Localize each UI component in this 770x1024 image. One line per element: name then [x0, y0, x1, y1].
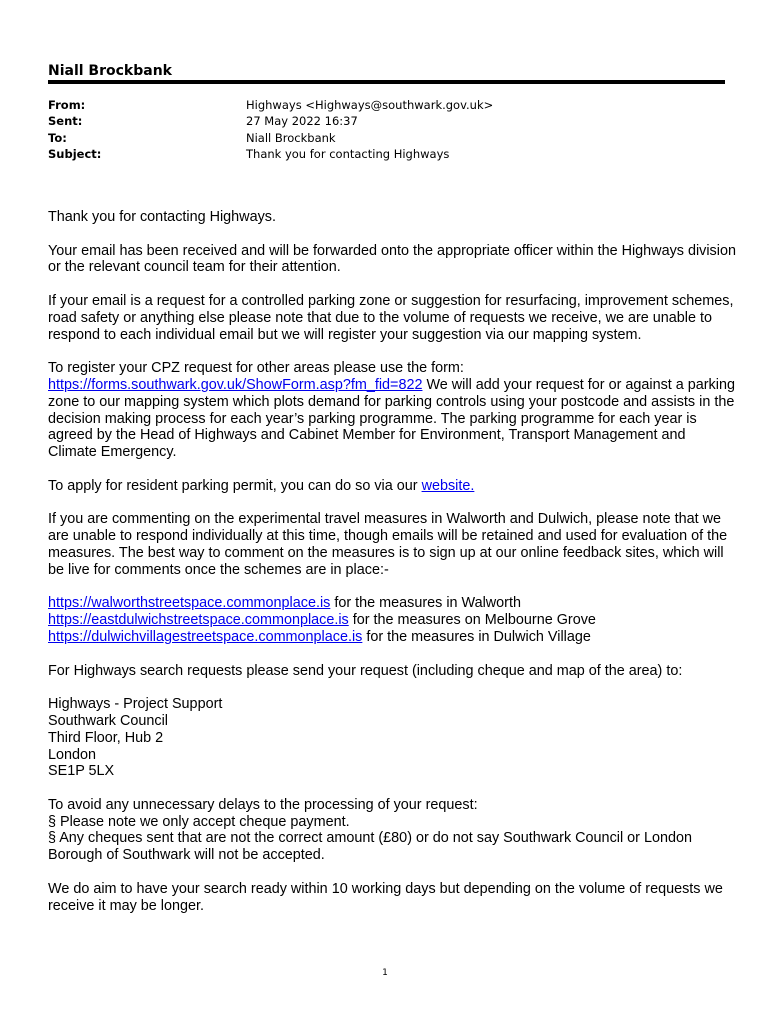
walworth-link[interactable]: https://walworthstreetspace.commonplace.is	[48, 595, 331, 612]
paragraph: Your email has been received and will be forwarded onto the appropriate officer within the Highways division or the relevant council team for their attention.	[48, 242, 736, 276]
text: To register your CPZ request for other areas please use the form:	[48, 360, 464, 377]
text: To apply for resident parking permit, you can do so via our	[48, 477, 422, 494]
header-row-from	[48, 97, 493, 113]
paragraph: If you are commenting on the experimental travel measures in Walworth and Dulwich, please note that we are unable to respond individually at this time, though emails will be retained and used for evaluation of the measures. The best way to comment on the measures is to sign up at our online feedback sites, which will be live for comments once the schemes are in place:-	[48, 511, 728, 578]
text: for the measures in Walworth	[330, 595, 521, 612]
paragraph: For Highways search requests please send your request (including cheque and map of the area) to:	[48, 662, 683, 679]
paragraph: If your email is a request for a controlled parking zone or suggestion for resurfacing, improvement schemes, road safety or anything else please note that due to the volume of requests we receive, we are unable to respond to each individual email but we will register your suggestion via our mapping system.	[48, 292, 734, 343]
paragraph-cpz	[48, 360, 738, 461]
page-number: 1	[382, 968, 388, 978]
feedback-links	[48, 595, 738, 645]
address-line: Highways - Project Support	[48, 696, 223, 713]
paragraph: Thank you for contacting Highways.	[48, 209, 276, 225]
header-row-sent	[48, 113, 493, 129]
text: for the measures on Melbourne Grove	[348, 612, 596, 629]
text: To avoid any unnecessary delays to the processing of your request:	[48, 796, 478, 813]
sender-name: Niall Brockbank	[48, 63, 172, 79]
text: for the measures in Dulwich Village	[362, 628, 591, 645]
paragraph: We do aim to have your search ready within 10 working days but depending on the volume of requests we receive it may be longer.	[48, 880, 723, 914]
paragraph-conditions	[48, 797, 738, 864]
header-row-to	[48, 130, 493, 146]
website-link[interactable]: website.	[421, 477, 475, 494]
header-divider	[48, 80, 725, 84]
dulwich-village-link[interactable]: https://dulwichvillagestreetspace.commonplace.is	[48, 628, 363, 645]
text: We will add your request for or against a parking zone to our mapping system which plots demand for parking controls using your postcode and assists in the decision making process for each year’s parking programme. The parking programme for each year is agreed by the Head of Highways and Cabinet Member for Environment, Transport Management and Climate Emergency.	[48, 376, 735, 461]
email-headers	[48, 97, 493, 162]
address-line: London	[48, 746, 97, 763]
paragraph-permit	[48, 478, 738, 495]
address-line: SE1P 5LX	[48, 763, 115, 780]
condition-item: § Please note we only accept cheque payment.	[48, 813, 350, 830]
header-value: Highways <Highways@southwark.gov.uk>	[246, 98, 494, 112]
email-body	[48, 209, 738, 931]
header-row-subject	[48, 146, 493, 162]
address-line: Third Floor, Hub 2	[48, 729, 164, 746]
condition-item: § Any cheques sent that are not the correct amount (£80) or do not say Southwark Council or London Borough of Southwark will not be accepted.	[48, 830, 692, 864]
header-label: Subject:	[48, 146, 102, 161]
header-label: To:	[48, 130, 67, 145]
east-dulwich-link[interactable]: https://eastdulwichstreetspace.commonplace.is	[48, 612, 349, 629]
header-value: Thank you for contacting Highways	[246, 146, 450, 161]
postal-address	[48, 696, 738, 780]
header-value: Niall Brockbank	[246, 130, 336, 145]
address-line: Southwark Council	[48, 712, 168, 729]
cpz-form-link[interactable]: https://forms.southwark.gov.uk/ShowForm.asp?fm_fid=822	[48, 376, 423, 393]
header-label: From:	[48, 98, 86, 112]
header-label: Sent:	[48, 114, 83, 129]
header-value: 27 May 2022 16:37	[246, 114, 358, 129]
